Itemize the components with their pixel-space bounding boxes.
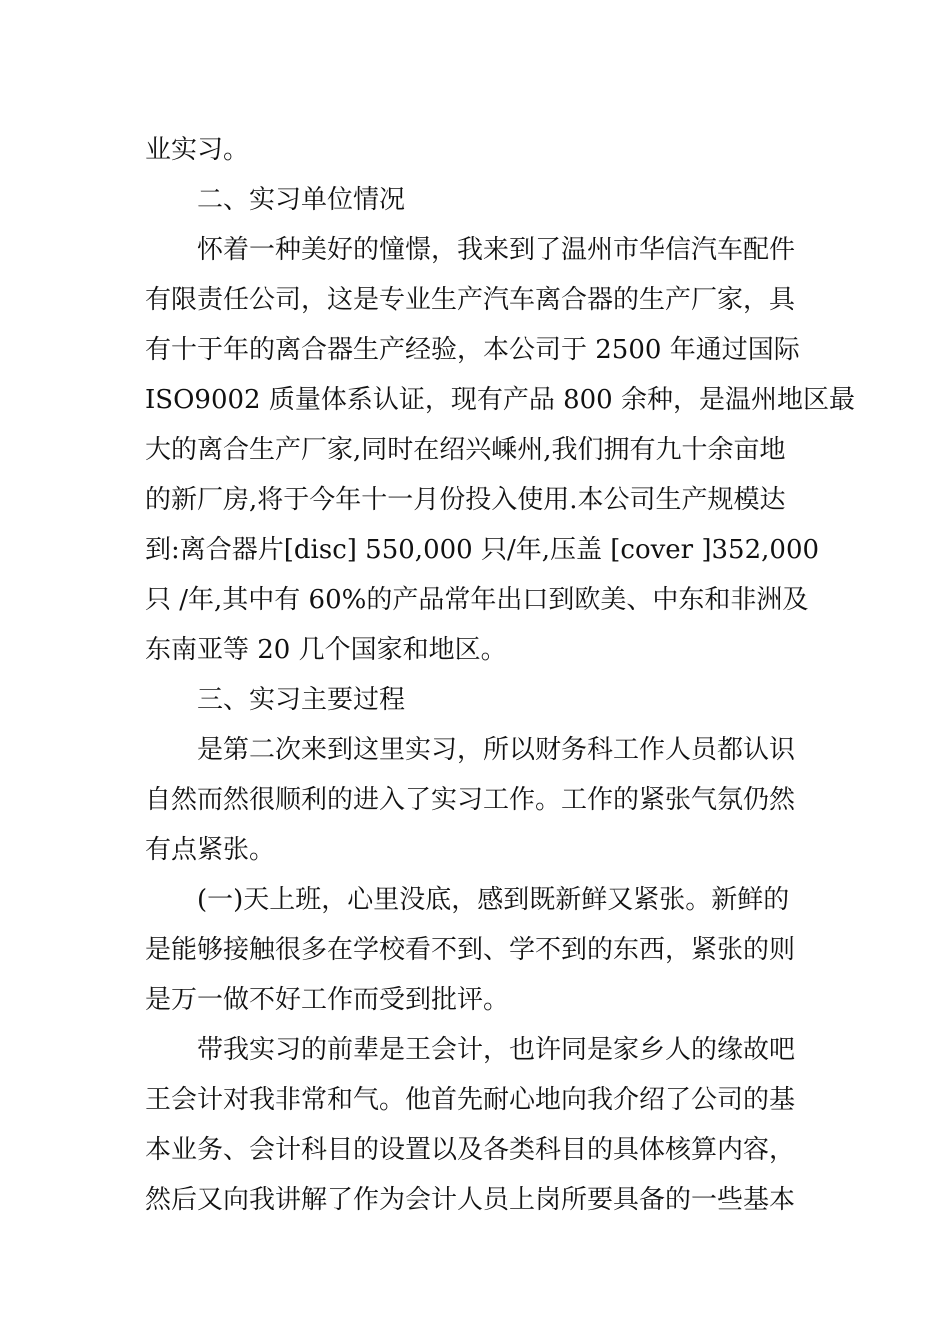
section-heading: 三、实习主要过程: [197, 685, 406, 715]
text-line: ISO9002 质量体系认证，现有产品 800 余种，是温州地区最: [145, 385, 855, 415]
text-line: 业实习。: [145, 135, 250, 165]
section-heading: 二、实习单位情况: [197, 185, 406, 215]
text-line: 然后又向我讲解了作为会计人员上岗所要具备的一些基本: [145, 1185, 796, 1215]
text-line: 的新厂房,将于今年十一月份投入使用.本公司生产规模达: [145, 485, 786, 515]
text-line: (一)天上班，心里没底，感到既新鲜又紧张。新鲜的: [197, 885, 790, 915]
text-line: 本业务、会计科目的设置以及各类科目的具体核算内容，: [145, 1135, 796, 1165]
text-line: 有十于年的离合器生产经验，本公司于 2500 年通过国际: [145, 335, 800, 365]
text-line: 是万一做不好工作而受到批评。: [145, 985, 510, 1015]
text-line: 自然而然很顺利的进入了实习工作。工作的紧张气氛仍然: [145, 785, 796, 815]
text-line: 有限责任公司，这是专业生产汽车离合器的生产厂家，具: [145, 285, 796, 315]
text-line: 大的离合生产厂家,同时在绍兴嵊州,我们拥有九十余亩地: [145, 435, 786, 465]
text-line: 带我实习的前辈是王会计，也许同是家乡人的缘故吧: [197, 1035, 796, 1065]
text-line: 只 /年,其中有 60%的产品常年出口到欧美、中东和非洲及: [145, 585, 809, 615]
text-line: 东南亚等 20 几个国家和地区。: [145, 635, 507, 665]
text-line: 是能够接触很多在学校看不到、学不到的东西，紧张的则: [145, 935, 796, 965]
text-line: 怀着一种美好的憧憬，我来到了温州市华信汽车配件: [197, 235, 796, 265]
text-line: 到:离合器片[disc] 550,000 只/年,压盖 [cover ]352,000: [145, 535, 820, 565]
text-line: 王会计对我非常和气。他首先耐心地向我介绍了公司的基: [145, 1085, 796, 1115]
text-line: 有点紧张。: [145, 835, 276, 865]
text-line: 是第二次来到这里实习，所以财务科工作人员都认识: [197, 735, 796, 765]
